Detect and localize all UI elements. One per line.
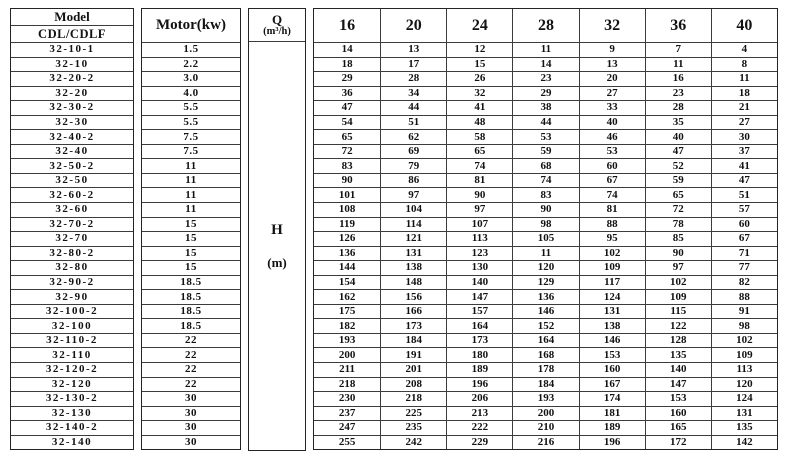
motor-cell: 11 <box>142 173 240 188</box>
head-value-cell: 40 <box>579 115 645 130</box>
head-value-cell: 11 <box>512 246 578 261</box>
head-value-cell: 121 <box>380 231 446 246</box>
head-value-cell: 67 <box>711 231 777 246</box>
motor-cell: 15 <box>142 260 240 275</box>
motor-cell: 15 <box>142 246 240 261</box>
head-value-cell: 97 <box>446 202 512 217</box>
head-value-cell: 189 <box>579 420 645 435</box>
motor-cell: 22 <box>142 333 240 348</box>
model-cell: 32-80 <box>11 260 133 275</box>
head-value-cell: 82 <box>711 275 777 290</box>
head-value-cell: 40 <box>645 129 711 144</box>
model-cell: 32-120-2 <box>11 362 133 377</box>
head-value-cell: 102 <box>645 275 711 290</box>
head-value-cell: 196 <box>579 435 645 450</box>
head-value-cell: 196 <box>446 377 512 392</box>
head-value-cell: 230 <box>314 391 380 406</box>
head-value-cell: 213 <box>446 406 512 421</box>
head-value-cell: 28 <box>645 100 711 115</box>
head-value-cell: 184 <box>380 333 446 348</box>
model-cell: 32-60 <box>11 202 133 217</box>
head-value-cell: 18 <box>314 57 380 72</box>
head-value-cell: 152 <box>512 318 578 333</box>
head-value-cell: 142 <box>711 435 777 450</box>
motor-cell: 22 <box>142 347 240 362</box>
head-value-cell: 11 <box>512 42 578 57</box>
head-value-cell: 166 <box>380 304 446 319</box>
head-value-cell: 189 <box>446 362 512 377</box>
model-cell: 32-70 <box>11 231 133 246</box>
head-axis-cell <box>249 42 305 450</box>
head-value-cell: 201 <box>380 362 446 377</box>
head-value-cell: 165 <box>645 420 711 435</box>
model-cell: 32-20-2 <box>11 71 133 86</box>
model-cell: 32-70-2 <box>11 217 133 232</box>
model-cell: 32-60-2 <box>11 187 133 202</box>
head-value-cell: 29 <box>314 71 380 86</box>
head-value-cell: 167 <box>579 377 645 392</box>
head-value-cell: 53 <box>579 144 645 159</box>
motor-cell: 30 <box>142 420 240 435</box>
model-cell: 32-50-2 <box>11 158 133 173</box>
head-value-cell: 88 <box>579 217 645 232</box>
motor-cell: 1.5 <box>142 42 240 57</box>
head-value-cell: 120 <box>512 260 578 275</box>
head-value-cell: 86 <box>380 173 446 188</box>
model-cell: 32-130 <box>11 406 133 421</box>
head-value-cell: 108 <box>314 202 380 217</box>
head-value-cell: 78 <box>645 217 711 232</box>
head-value-cell: 98 <box>512 217 578 232</box>
head-value-cell: 77 <box>711 260 777 275</box>
head-value-cell: 51 <box>711 187 777 202</box>
head-value-cell: 85 <box>645 231 711 246</box>
head-value-cell: 23 <box>645 86 711 101</box>
head-value-cell: 131 <box>380 246 446 261</box>
motor-cell: 18.5 <box>142 275 240 290</box>
head-value-cell: 138 <box>380 260 446 275</box>
flow-rate-header-cell: 36 <box>645 9 711 42</box>
model-cell: 32-10 <box>11 57 133 72</box>
flow-rate-header-cell: 32 <box>579 9 645 42</box>
head-value-cell: 146 <box>579 333 645 348</box>
model-cell: 32-140 <box>11 435 133 450</box>
head-value-cell: 172 <box>645 435 711 450</box>
flow-header <box>249 9 305 42</box>
head-value-cell: 153 <box>579 347 645 362</box>
head-value-cell: 74 <box>579 187 645 202</box>
head-value-cell: 18 <box>711 86 777 101</box>
flow-rate-header-cell: 16 <box>339 16 356 34</box>
head-value-cell: 164 <box>446 318 512 333</box>
head-value-cell: 41 <box>711 158 777 173</box>
model-cell: 32-40 <box>11 144 133 159</box>
head-value-cell: 113 <box>711 362 777 377</box>
motor-cell: 7.5 <box>142 129 240 144</box>
head-value-cell: 98 <box>711 318 777 333</box>
head-value-cell: 81 <box>446 173 512 188</box>
flow-unit-label: (m³/h) <box>263 26 291 38</box>
head-value-cell: 60 <box>579 158 645 173</box>
head-value-cell: 65 <box>314 129 380 144</box>
head-value-cell: 255 <box>314 435 380 450</box>
head-value-cell: 157 <box>446 304 512 319</box>
head-value-cell: 124 <box>579 289 645 304</box>
head-value-cell: 88 <box>711 289 777 304</box>
motor-cell: 22 <box>142 362 240 377</box>
motor-cell: 15 <box>142 217 240 232</box>
motor-header-label: Motor(kw) <box>156 17 226 33</box>
head-value-cell: 178 <box>512 362 578 377</box>
motor-cell: 7.5 <box>142 144 240 159</box>
head-value-cell: 28 <box>380 71 446 86</box>
head-value-cell: 109 <box>579 260 645 275</box>
model-cell: 32-110-2 <box>11 333 133 348</box>
head-value-cell: 182 <box>314 318 380 333</box>
head-value-cell: 109 <box>711 347 777 362</box>
flow-head-column <box>248 8 306 451</box>
motor-cell: 30 <box>142 435 240 450</box>
head-value-cell: 247 <box>314 420 380 435</box>
head-value-cell: 193 <box>512 391 578 406</box>
head-value-cell: 9 <box>579 42 645 57</box>
motor-cell: 3.0 <box>142 71 240 86</box>
head-value-cell: 36 <box>314 86 380 101</box>
head-value-cell: 74 <box>512 173 578 188</box>
head-value-cell: 181 <box>579 406 645 421</box>
head-value-cell: 109 <box>645 289 711 304</box>
head-value-cell: 124 <box>711 391 777 406</box>
head-value-cell: 229 <box>446 435 512 450</box>
head-value-cell: 44 <box>512 115 578 130</box>
flow-rate-header-cell: 28 <box>512 9 578 42</box>
head-value-cell: 216 <box>512 435 578 450</box>
head-value-cell: 104 <box>380 202 446 217</box>
model-cell: 32-90 <box>11 289 133 304</box>
head-value-cell: 47 <box>711 173 777 188</box>
head-value-cell: 51 <box>380 115 446 130</box>
head-value-cell: 95 <box>579 231 645 246</box>
model-series-label: CDL/CDLF <box>38 26 106 41</box>
head-value-cell: 218 <box>380 391 446 406</box>
head-value-cell: 79 <box>380 158 446 173</box>
model-cell: 32-100 <box>11 318 133 333</box>
model-cell: 32-40-2 <box>11 129 133 144</box>
performance-table <box>10 8 778 451</box>
head-value-cell: 32 <box>446 86 512 101</box>
head-value-cell: 173 <box>380 318 446 333</box>
model-cell: 32-30-2 <box>11 100 133 115</box>
model-cell: 32-120 <box>11 377 133 392</box>
motor-cell: 5.5 <box>142 115 240 130</box>
model-cell: 32-90-2 <box>11 275 133 290</box>
head-value-cell: 168 <box>512 347 578 362</box>
head-value-cell: 123 <box>446 246 512 261</box>
head-value-cell: 29 <box>512 86 578 101</box>
head-value-cell: 200 <box>314 347 380 362</box>
head-value-cell: 131 <box>579 304 645 319</box>
head-value-cell: 206 <box>446 391 512 406</box>
head-value-cell: 164 <box>512 333 578 348</box>
head-value-cell: 7 <box>645 42 711 57</box>
model-cell: 32-80-2 <box>11 246 133 261</box>
motor-cell: 18.5 <box>142 304 240 319</box>
head-value-cell: 242 <box>380 435 446 450</box>
head-value-cell: 191 <box>380 347 446 362</box>
head-value-cell: 105 <box>512 231 578 246</box>
flow-rate-header-cell: 40 <box>711 9 777 42</box>
head-value-cell: 67 <box>579 173 645 188</box>
head-value-cell: 17 <box>380 57 446 72</box>
head-value-cell: 46 <box>579 129 645 144</box>
head-value-cell: 117 <box>579 275 645 290</box>
head-value-cell: 153 <box>645 391 711 406</box>
motor-cell: 11 <box>142 158 240 173</box>
head-value-cell: 33 <box>579 100 645 115</box>
model-cells <box>11 42 133 449</box>
motor-cell: 30 <box>142 406 240 421</box>
head-value-cell: 114 <box>380 217 446 232</box>
head-value-cell: 54 <box>314 115 380 130</box>
head-value-cell: 11 <box>645 57 711 72</box>
head-value-cell: 72 <box>314 144 380 159</box>
motor-cells <box>142 42 240 449</box>
head-value-cell: 47 <box>645 144 711 159</box>
head-value-cell: 140 <box>645 362 711 377</box>
head-value-cell: 193 <box>314 333 380 348</box>
head-value-cell: 38 <box>512 100 578 115</box>
head-value-cell: 237 <box>314 406 380 421</box>
head-value-cell: 107 <box>446 217 512 232</box>
model-cell: 32-130-2 <box>11 391 133 406</box>
head-value-cell: 122 <box>645 318 711 333</box>
model-cell: 32-100-2 <box>11 304 133 319</box>
head-value-cell: 27 <box>579 86 645 101</box>
head-value-cell: 175 <box>314 304 380 319</box>
model-cell: 32-110 <box>11 347 133 362</box>
head-value-cell: 211 <box>314 362 380 377</box>
head-value-cell: 13 <box>380 42 446 57</box>
head-value-cell: 200 <box>512 406 578 421</box>
head-value-cell: 235 <box>380 420 446 435</box>
motor-cell: 30 <box>142 391 240 406</box>
head-value-cell: 30 <box>711 129 777 144</box>
head-value-cell: 83 <box>512 187 578 202</box>
head-value-cell: 140 <box>446 275 512 290</box>
head-value-cell: 15 <box>446 57 512 72</box>
motor-cell: 11 <box>142 187 240 202</box>
head-value-cell: 47 <box>314 100 380 115</box>
head-value-cell: 26 <box>446 71 512 86</box>
head-value-cell: 23 <box>512 71 578 86</box>
head-values-grid <box>314 9 777 449</box>
head-value-cell: 144 <box>314 260 380 275</box>
head-value-cell: 11 <box>711 71 777 86</box>
head-value-cell: 147 <box>446 289 512 304</box>
motor-cell: 4.0 <box>142 86 240 101</box>
model-column-header <box>11 9 133 42</box>
head-unit-label: (m) <box>267 254 287 270</box>
head-value-cell: 218 <box>314 377 380 392</box>
head-value-cell: 8 <box>711 57 777 72</box>
model-header-label: Model <box>11 9 133 26</box>
head-value-cell: 97 <box>380 187 446 202</box>
head-value-cell: 129 <box>512 275 578 290</box>
head-value-cell: 53 <box>512 129 578 144</box>
model-cell: 32-30 <box>11 115 133 130</box>
head-value-cell: 41 <box>446 100 512 115</box>
head-value-cell: 180 <box>446 347 512 362</box>
head-value-cell: 210 <box>512 420 578 435</box>
head-value-cell: 68 <box>512 158 578 173</box>
head-values-block <box>313 8 778 450</box>
head-value-cell: 12 <box>446 42 512 57</box>
head-value-cell: 83 <box>314 158 380 173</box>
head-value-cell: 102 <box>579 246 645 261</box>
head-value-cell: 174 <box>579 391 645 406</box>
motor-cell: 11 <box>142 202 240 217</box>
head-value-cell: 58 <box>446 129 512 144</box>
head-value-cell: 126 <box>314 231 380 246</box>
head-value-cell: 59 <box>645 173 711 188</box>
head-value-cell: 225 <box>380 406 446 421</box>
head-value-cell: 119 <box>314 217 380 232</box>
head-value-cell: 162 <box>314 289 380 304</box>
motor-cell: 18.5 <box>142 289 240 304</box>
head-value-cell: 65 <box>446 144 512 159</box>
head-value-cell: 13 <box>579 57 645 72</box>
head-value-cell: 146 <box>512 304 578 319</box>
head-value-cell: 160 <box>645 406 711 421</box>
head-value-cell: 148 <box>380 275 446 290</box>
head-value-cell: 102 <box>711 333 777 348</box>
head-value-cell: 147 <box>645 377 711 392</box>
flow-symbol-label: Q <box>271 11 283 27</box>
head-value-cell: 136 <box>512 289 578 304</box>
head-value-cell: 52 <box>645 158 711 173</box>
head-value-cell: 65 <box>645 187 711 202</box>
head-value-cell: 128 <box>645 333 711 348</box>
motor-cell: 18.5 <box>142 318 240 333</box>
head-value-cell: 59 <box>512 144 578 159</box>
head-value-cell: 48 <box>446 115 512 130</box>
head-value-cell: 120 <box>711 377 777 392</box>
motor-cell: 22 <box>142 377 240 392</box>
model-cell: 32-50 <box>11 173 133 188</box>
head-value-cell: 34 <box>380 86 446 101</box>
head-value-cell: 173 <box>446 333 512 348</box>
head-value-cell: 4 <box>711 42 777 57</box>
model-cell: 32-20 <box>11 86 133 101</box>
head-value-cell: 135 <box>645 347 711 362</box>
motor-cell: 2.2 <box>142 57 240 72</box>
head-value-cell: 21 <box>711 100 777 115</box>
head-value-cell: 16 <box>645 71 711 86</box>
head-value-cell: 90 <box>645 246 711 261</box>
motor-column <box>141 8 241 450</box>
model-column <box>10 8 134 450</box>
head-value-cell: 35 <box>645 115 711 130</box>
head-value-cell: 184 <box>512 377 578 392</box>
head-value-cell: 90 <box>512 202 578 217</box>
head-value-cell: 90 <box>314 173 380 188</box>
head-value-cell: 156 <box>380 289 446 304</box>
motor-cell: 5.5 <box>142 100 240 115</box>
flow-rate-header-cell: 24 <box>446 9 512 42</box>
head-value-cell: 27 <box>711 115 777 130</box>
head-value-cell: 138 <box>579 318 645 333</box>
head-value-cell: 154 <box>314 275 380 290</box>
flow-rate-header-cell: 20 <box>380 9 446 42</box>
head-value-cell: 74 <box>446 158 512 173</box>
model-cell: 32-10-1 <box>11 42 133 57</box>
head-value-cell: 113 <box>446 231 512 246</box>
head-value-cell: 91 <box>711 304 777 319</box>
head-value-cell: 101 <box>314 187 380 202</box>
head-value-cell: 131 <box>711 406 777 421</box>
head-value-cell: 97 <box>645 260 711 275</box>
head-value-cell: 20 <box>579 71 645 86</box>
head-value-cell: 130 <box>446 260 512 275</box>
head-value-cell: 14 <box>512 57 578 72</box>
head-value-cell: 90 <box>446 187 512 202</box>
head-value-cell: 72 <box>645 202 711 217</box>
head-value-cell: 69 <box>380 144 446 159</box>
head-value-cell: 81 <box>579 202 645 217</box>
head-value-cell: 60 <box>711 217 777 232</box>
head-value-cell: 208 <box>380 377 446 392</box>
head-value-cell: 57 <box>711 202 777 217</box>
head-value-cell: 44 <box>380 100 446 115</box>
motor-cell: 15 <box>142 231 240 246</box>
head-value-cell: 62 <box>380 129 446 144</box>
head-value-cell: 115 <box>645 304 711 319</box>
head-value-cell: 222 <box>446 420 512 435</box>
head-value-cell: 14 <box>314 42 380 57</box>
head-symbol-label: H <box>271 221 283 238</box>
head-value-cell: 37 <box>711 144 777 159</box>
head-value-cell: 135 <box>711 420 777 435</box>
head-value-cell: 136 <box>314 246 380 261</box>
model-cell: 32-140-2 <box>11 420 133 435</box>
head-value-cell: 71 <box>711 246 777 261</box>
head-value-cell: 160 <box>579 362 645 377</box>
